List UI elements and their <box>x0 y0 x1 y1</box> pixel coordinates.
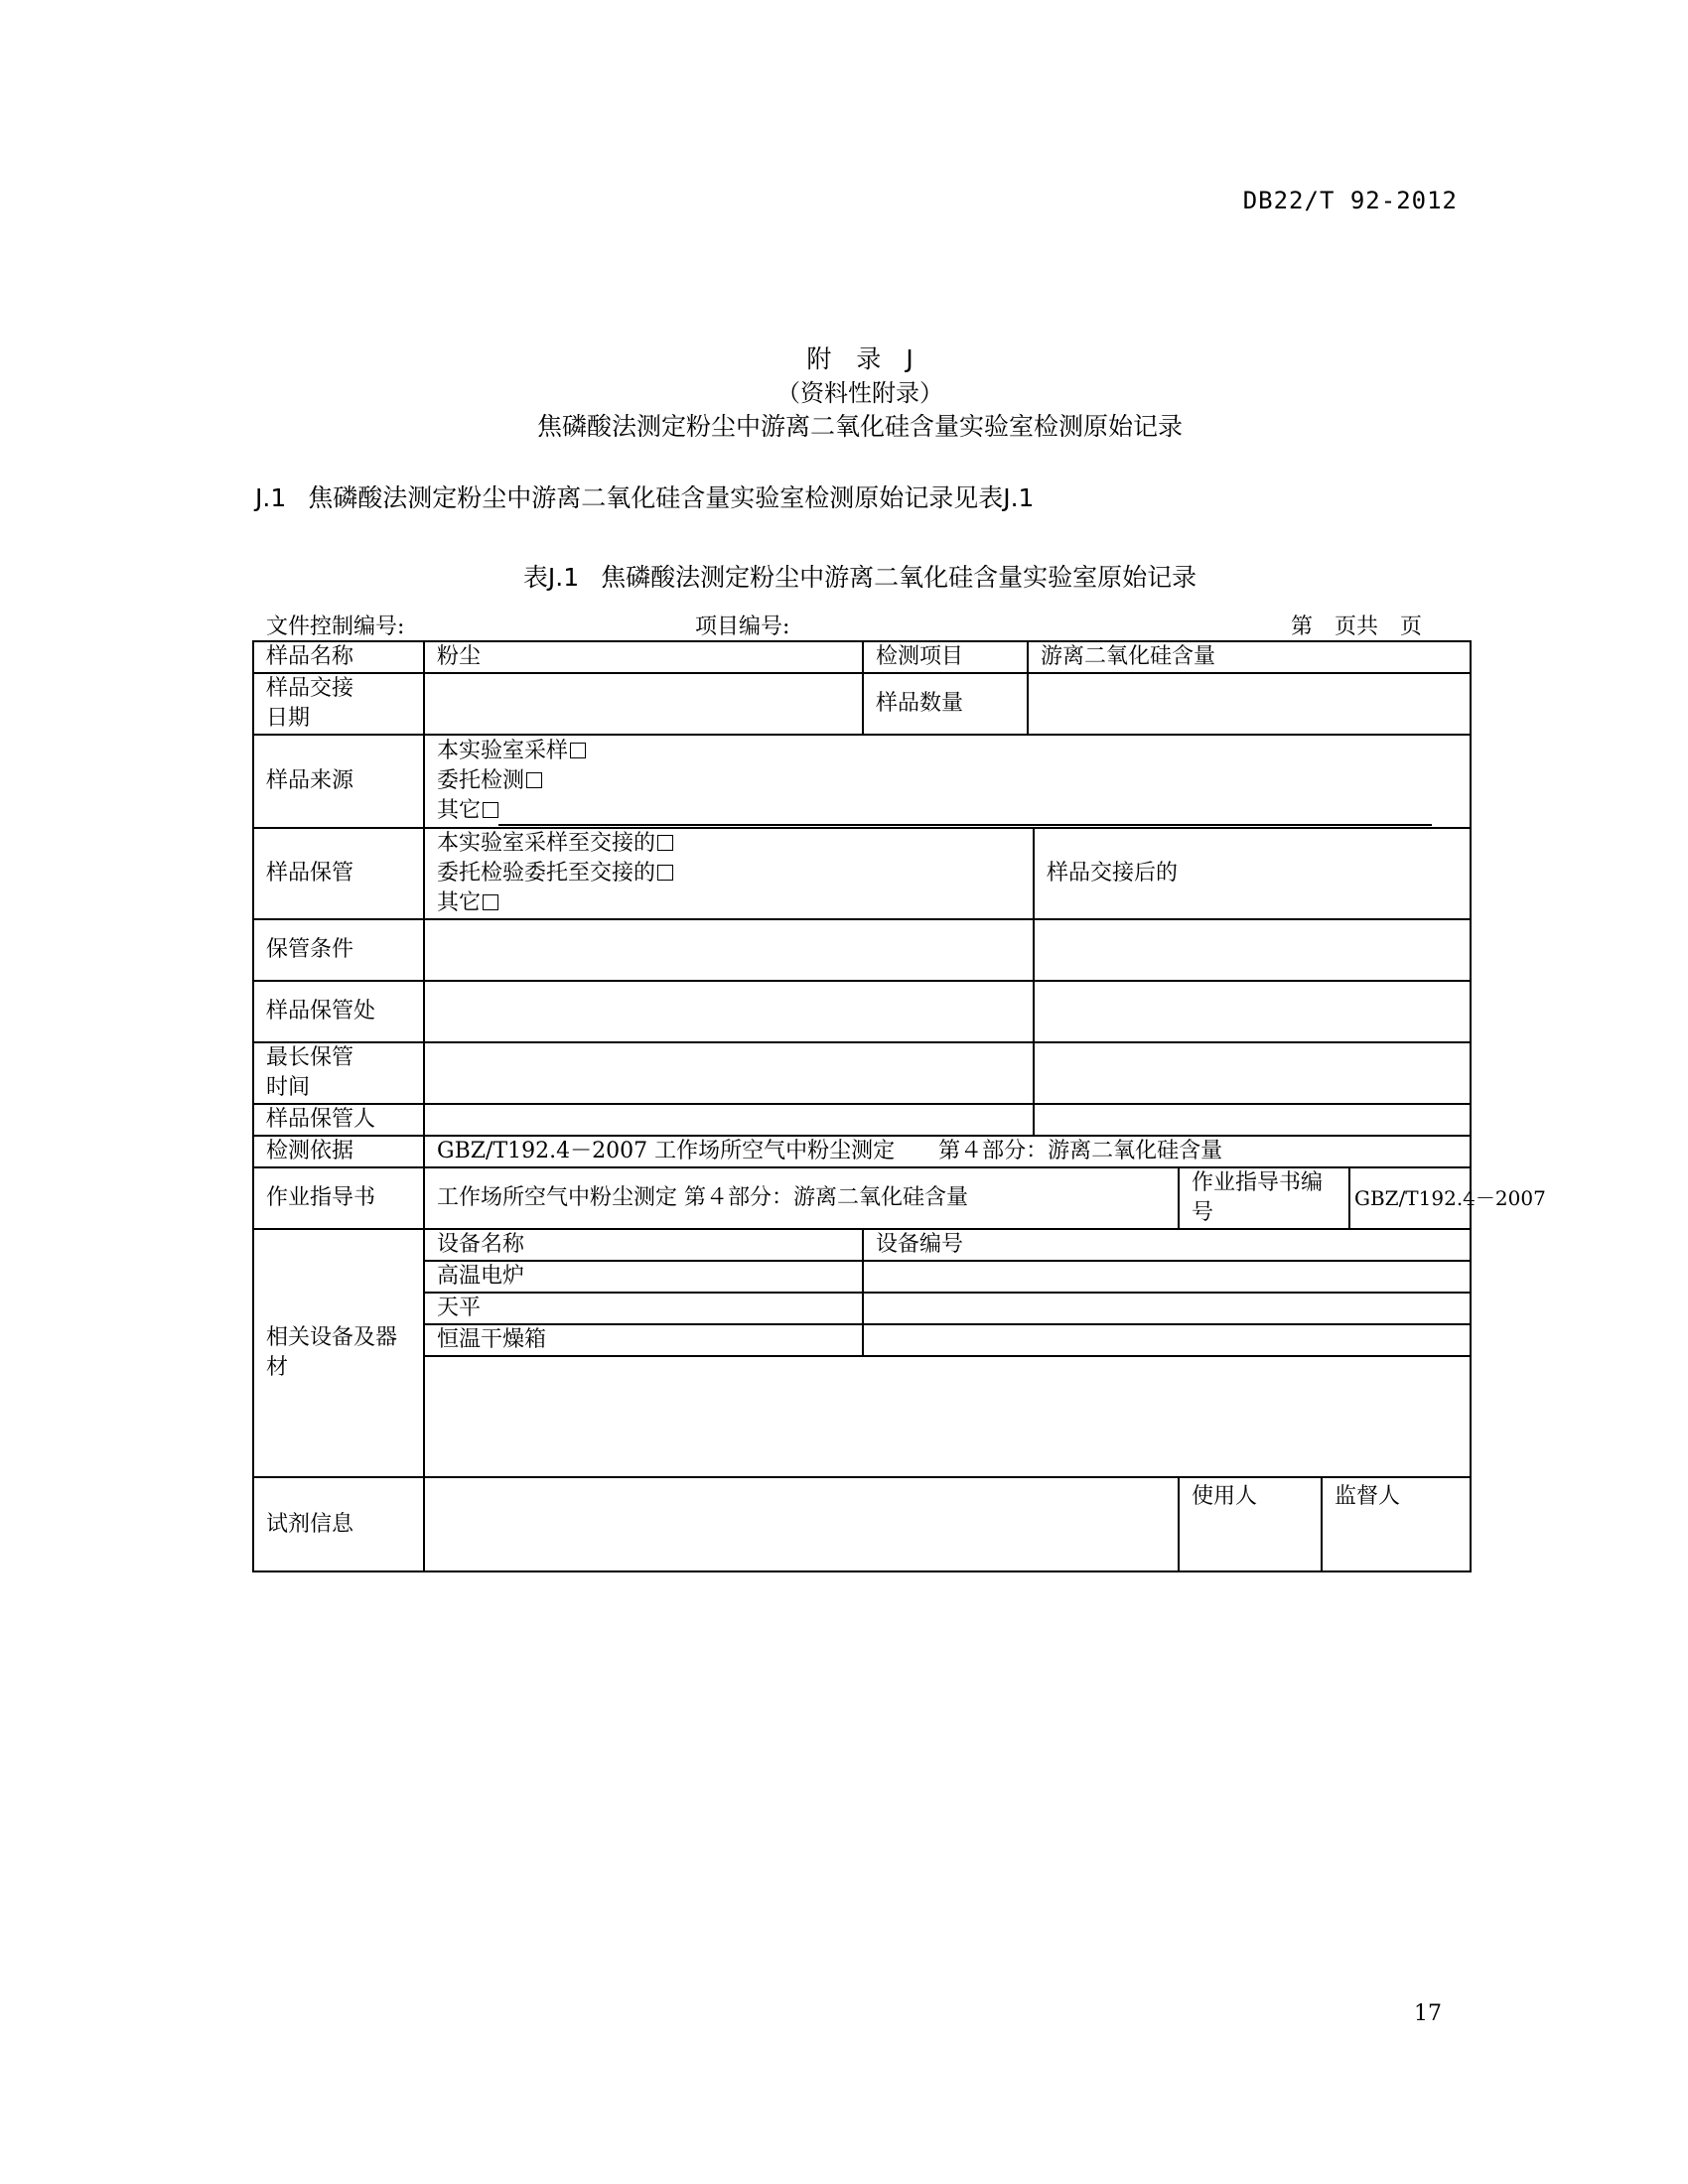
table-row <box>253 1042 1471 1104</box>
table-row <box>253 1261 1471 1293</box>
table-row <box>253 1229 1471 1261</box>
section-text: 焦磷酸法测定粉尘中游离二氧化硅含量实验室检测原始记录见表J.1 <box>308 483 1035 512</box>
table-row <box>253 1356 1471 1477</box>
source-other-checkbox[interactable] <box>483 802 498 818</box>
user-label: 使用人 <box>1179 1477 1322 1571</box>
source-other-field[interactable] <box>498 802 1432 826</box>
keeper-field[interactable] <box>424 1104 1034 1136</box>
guide-label: 作业指导书 <box>253 1167 424 1229</box>
storage-cond-field[interactable] <box>424 919 1034 981</box>
table-row <box>253 828 1471 919</box>
equip-name-1: 高温电炉 <box>424 1261 863 1293</box>
storage-label: 样品保管 <box>253 828 424 919</box>
guide-value[interactable]: 工作场所空气中粉尘测定 第４部分：游离二氧化硅含量 <box>424 1167 1179 1229</box>
table-row <box>253 1167 1471 1229</box>
appendix-title: 焦磷酸法测定粉尘中游离二氧化硅含量实验室检测原始记录 <box>536 412 1183 441</box>
storage-cond-label: 保管条件 <box>253 919 424 981</box>
equip-no-2[interactable] <box>863 1293 1471 1324</box>
appendix-type: （资料性附录） <box>776 379 943 407</box>
page-count: 第 页共 页 <box>1291 614 1423 639</box>
max-time-after-field[interactable] <box>1034 1042 1471 1104</box>
reagent-label: 试剂信息 <box>253 1477 424 1571</box>
table-row <box>253 673 1471 735</box>
storage-options: 本实验室采样至交接的 委托检验委托至交接的 其它 <box>424 828 1034 919</box>
storage-place-field[interactable] <box>424 981 1034 1042</box>
page-number: 17 <box>1414 2001 1442 2026</box>
doc-control-number: 文件控制编号: <box>266 614 405 639</box>
source-commission-checkbox[interactable] <box>526 772 542 788</box>
basis-value[interactable]: GBZ/T192.4－2007 工作场所空气中粉尘测定 第４部分：游离二氧化硅含量 <box>424 1136 1471 1167</box>
sample-name-label: 样品名称 <box>253 641 424 673</box>
table-row <box>253 1104 1471 1136</box>
section-j1 <box>255 478 1034 514</box>
max-time-label: 最长保管 时间 <box>253 1042 424 1104</box>
handover-date-field[interactable] <box>424 673 863 735</box>
storage-place-label: 样品保管处 <box>253 981 424 1042</box>
guide-no-value[interactable]: GBZ/T192.4－2007 <box>1349 1167 1471 1229</box>
equip-name-header: 设备名称 <box>424 1229 863 1261</box>
reagent-field[interactable] <box>424 1477 1179 1571</box>
test-item-value[interactable]: 游离二氧化硅含量 <box>1028 641 1471 673</box>
after-handover-label: 样品交接后的 <box>1034 828 1471 919</box>
keeper-label: 样品保管人 <box>253 1104 424 1136</box>
table-row <box>253 919 1471 981</box>
equip-extra-field[interactable] <box>424 1356 1471 1477</box>
equip-no-1[interactable] <box>863 1261 1471 1293</box>
appendix-label: 附 录 J <box>806 344 914 373</box>
table-caption-text: 焦磷酸法测定粉尘中游离二氧化硅含量实验室原始记录 <box>601 563 1197 592</box>
storage-other-checkbox[interactable] <box>483 894 498 910</box>
equip-no-header: 设备编号 <box>863 1229 1471 1261</box>
source-lab-checkbox[interactable] <box>570 743 586 758</box>
supervisor-label: 监督人 <box>1322 1477 1471 1571</box>
table-row <box>253 641 1471 673</box>
storage-cond-after-field[interactable] <box>1034 919 1471 981</box>
table-row <box>253 735 1471 828</box>
project-number: 项目编号: <box>695 614 790 639</box>
equip-no-3[interactable] <box>863 1324 1471 1356</box>
table-row <box>253 1477 1471 1571</box>
table-row <box>253 981 1471 1042</box>
record-table <box>252 640 1546 1572</box>
test-item-label: 检测项目 <box>863 641 1028 673</box>
table-row <box>253 1136 1471 1167</box>
guide-no-label: 作业指导书编号 <box>1179 1167 1349 1229</box>
standard-code: DB22/T 92-2012 <box>1242 187 1458 214</box>
table-caption <box>0 558 1688 594</box>
table-row <box>253 1293 1471 1324</box>
sample-qty-field[interactable] <box>1028 673 1471 735</box>
sample-qty-label: 样品数量 <box>863 673 1028 735</box>
equipment-label: 相关设备及器 材 <box>253 1229 424 1477</box>
equip-name-3: 恒温干燥箱 <box>424 1324 863 1356</box>
max-time-field[interactable] <box>424 1042 1034 1104</box>
source-label: 样品来源 <box>253 735 424 828</box>
sample-name-value[interactable]: 粉尘 <box>424 641 863 673</box>
equip-name-2: 天平 <box>424 1293 863 1324</box>
storage-lab-checkbox[interactable] <box>657 835 673 851</box>
keeper-after-field[interactable] <box>1034 1104 1471 1136</box>
handover-date-label: 样品交接 日期 <box>253 673 424 735</box>
table-row <box>253 1324 1471 1356</box>
section-number: J.1 <box>255 483 287 512</box>
table-number: 表J.1 <box>522 563 580 592</box>
storage-commission-checkbox[interactable] <box>657 865 673 881</box>
basis-label: 检测依据 <box>253 1136 424 1167</box>
storage-place-after-field[interactable] <box>1034 981 1471 1042</box>
source-options: 本实验室采样 委托检测 其它 <box>424 735 1471 828</box>
